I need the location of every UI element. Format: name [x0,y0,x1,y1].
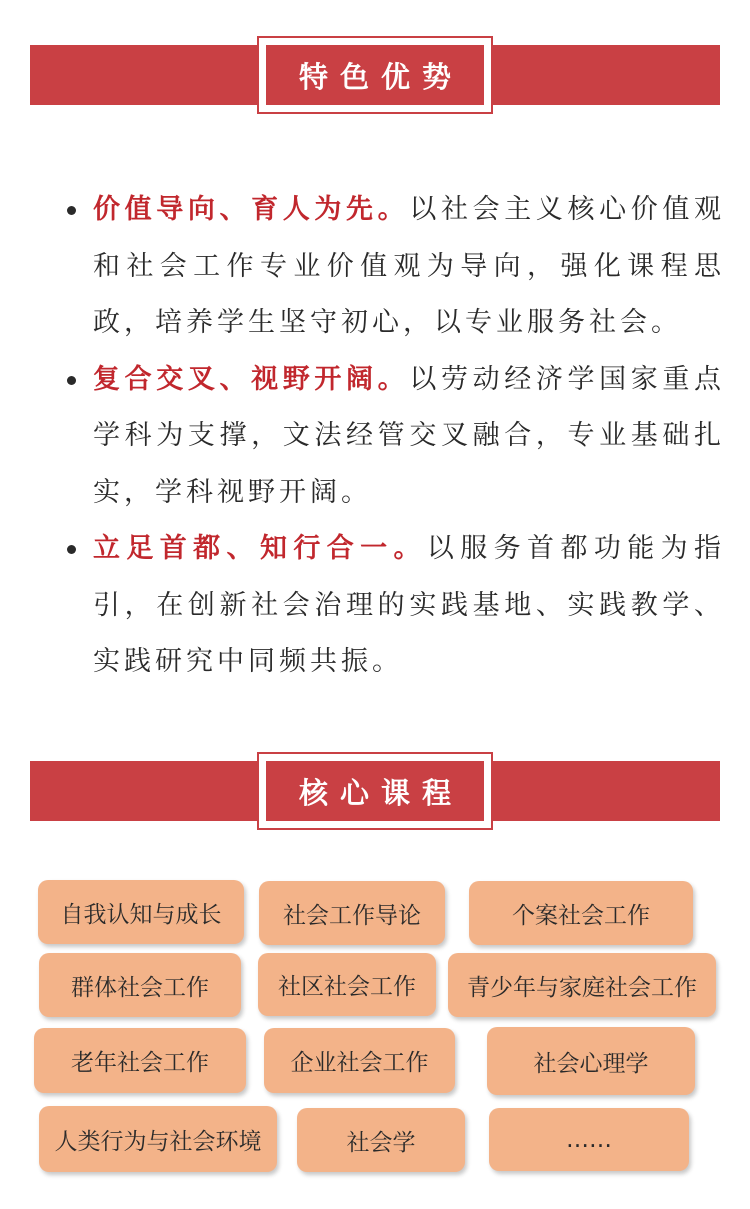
feature-text: 以劳动经济学国家重点学科为支撑，文法经管交叉融合，专业基础扎实，学科视野开阔。 [93,363,726,508]
bullet-icon [67,545,76,554]
course-pill[interactable]: 群体社会工作 [39,953,241,1017]
course-pill[interactable]: 个案社会工作 [469,881,693,945]
course-pill[interactable]: 老年社会工作 [34,1028,246,1093]
course-pill[interactable]: 社会工作导论 [259,881,445,945]
course-pill[interactable]: 青少年与家庭社会工作 [448,953,716,1017]
feature-highlight: 复合交叉、视野开阔。 [93,363,410,395]
feature-item [65,352,725,522]
course-pill[interactable]: 自我认知与成长 [38,880,244,944]
feature-item [65,182,725,352]
feature-highlight: 立足首都、知行合一。 [93,533,427,564]
course-pill[interactable]: …… [489,1108,689,1171]
course-pill[interactable]: 人类行为与社会环境 [39,1106,277,1172]
section-title-courses [257,752,493,830]
section-title-advantages [257,36,493,114]
course-pill[interactable]: 社会学 [297,1108,465,1172]
section-title-text: 特色优势 [298,59,463,94]
course-pill[interactable]: 社区社会工作 [258,953,436,1016]
bullet-icon [67,206,76,215]
section-title-text: 核心课程 [298,775,463,810]
feature-text: 以社会主义核心价值观和社会工作专业价值观为导向，强化课程思政，培养学生坚守初心，以专业服务社会。 [93,194,726,338]
feature-text: 以服务首都功能为指引，在创新社会治理的实践基地、实践教学、实践研究中同频共振。 [93,533,726,677]
feature-highlight: 价值导向、育人为先。 [93,194,410,225]
feature-item [65,521,725,691]
bullet-icon [67,376,76,385]
course-pill[interactable]: 社会心理学 [487,1027,695,1095]
feature-list [65,182,725,691]
course-pill[interactable]: 企业社会工作 [264,1028,455,1093]
